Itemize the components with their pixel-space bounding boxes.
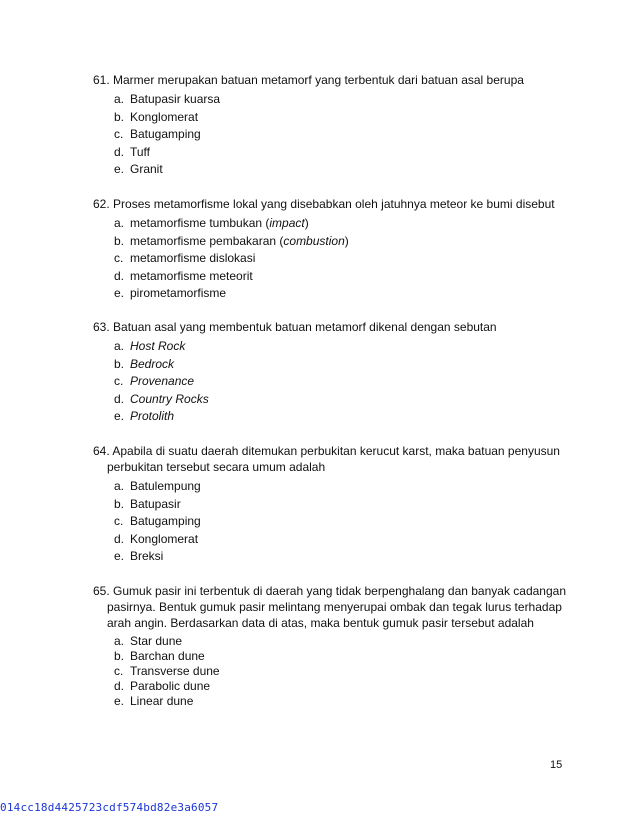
footer-hash: 014cc18d4425723cdf574bd82e3a6057 (0, 801, 219, 814)
option-letter: d. (114, 144, 125, 159)
option-letter: c. (114, 374, 124, 388)
option-letter: a. (114, 216, 125, 230)
question-stem-line: arah angin. Berdasarkan data di atas, maka bentuk gumuk pasir tersebut adalah (107, 616, 534, 630)
option-b (114, 496, 573, 514)
option-letter: e. (114, 549, 125, 563)
option-a (114, 91, 573, 109)
page-number: 15 (550, 759, 563, 771)
option-d (114, 531, 573, 549)
option-e (114, 408, 573, 426)
option-b (114, 356, 573, 374)
option-letter: e. (114, 162, 125, 176)
option-text: Protolith (130, 409, 175, 423)
option-text: Country Rocks (130, 391, 209, 406)
option-text: Host Rock (130, 339, 186, 353)
option-letter: b. (114, 109, 125, 124)
option-d (114, 679, 573, 694)
option-c (114, 664, 573, 679)
option-d (114, 144, 573, 162)
question-stem: 63. Batuan asal yang membentuk batuan metamorf dikenal dengan sebutan (93, 320, 497, 334)
option-letter: a. (114, 92, 125, 106)
option-list (114, 338, 573, 426)
option-text: metamorfisme tumbukan ( (130, 216, 270, 230)
option-b (114, 109, 573, 127)
option-text: Batulempung (130, 479, 201, 493)
option-b (114, 233, 573, 251)
option-b (114, 649, 573, 664)
option-letter: e. (114, 286, 125, 300)
option-text: metamorfisme pembakaran ( (130, 233, 284, 248)
option-list (114, 634, 573, 709)
option-text: Star dune (130, 634, 183, 648)
option-letter: b. (114, 233, 125, 248)
option-a (114, 215, 573, 233)
question-62 (93, 196, 573, 303)
option-list (114, 91, 573, 179)
option-text: Tuff (130, 144, 151, 159)
option-letter: d. (114, 679, 125, 693)
question-stem: 61. Marmer merupakan batuan metamorf yang terbentuk dari batuan asal berupa (93, 73, 524, 87)
option-c (114, 513, 573, 531)
option-text: Bedrock (130, 356, 175, 371)
option-letter: c. (114, 251, 124, 265)
option-text: metamorfisme dislokasi (130, 251, 256, 265)
option-text: Parabolic dune (130, 679, 211, 693)
option-text: Batupasir kuarsa (130, 92, 221, 106)
option-text-after: ) (304, 216, 309, 230)
option-letter: a. (114, 479, 125, 493)
option-text: Batugamping (130, 514, 201, 528)
option-letter: d. (114, 268, 125, 283)
option-e (114, 548, 573, 566)
option-d (114, 268, 573, 286)
question-65 (93, 583, 573, 709)
question-61 (93, 72, 573, 179)
option-letter: c. (114, 127, 124, 141)
question-64 (93, 443, 573, 566)
option-e (114, 694, 573, 709)
option-c (114, 373, 573, 391)
option-text: Breksi (130, 549, 164, 563)
option-text: Linear dune (130, 694, 194, 708)
option-letter: e. (114, 694, 125, 708)
option-e (114, 285, 573, 303)
option-italic-term: impact (269, 216, 305, 230)
option-letter: e. (114, 409, 125, 423)
question-stem-line: 65. Gumuk pasir ini terbentuk di daerah yang tidak berpenghalang dan banyak cadangan (93, 584, 566, 598)
option-text: Konglomerat (130, 531, 199, 546)
option-a (114, 478, 573, 496)
option-text: Transverse dune (130, 664, 220, 678)
option-text: Batupasir (130, 496, 181, 511)
option-text: pirometamorfisme (130, 286, 227, 300)
option-e (114, 161, 573, 179)
option-letter: c. (114, 514, 124, 528)
question-stem-line: pasirnya. Bentuk gumuk pasir melintang menyerupai ombak dan tegak lurus terhadap (107, 600, 562, 614)
option-list (114, 215, 573, 303)
option-c (114, 126, 573, 144)
option-letter: a. (114, 339, 125, 353)
option-text: metamorfisme meteorit (130, 268, 253, 283)
option-letter: d. (114, 391, 125, 406)
option-letter: c. (114, 664, 124, 678)
option-c (114, 250, 573, 268)
question-stem: 62. Proses metamorfisme lokal yang disebabkan oleh jatuhnya meteor ke bumi disebut (93, 197, 555, 211)
question-stem-line: 64. Apabila di suatu daerah ditemukan perbukitan kerucut karst, maka batuan penyusun (93, 444, 560, 458)
question-stem (93, 583, 573, 631)
option-list (114, 478, 573, 566)
question-63 (93, 319, 573, 426)
option-letter: a. (114, 634, 125, 648)
option-a (114, 338, 573, 356)
option-text-after: ) (344, 233, 349, 248)
option-letter: b. (114, 496, 125, 511)
option-letter: d. (114, 531, 125, 546)
option-a (114, 634, 573, 649)
option-letter: b. (114, 649, 125, 663)
option-letter: b. (114, 356, 125, 371)
option-text: Batugamping (130, 127, 201, 141)
option-d (114, 391, 573, 409)
option-italic-term: combustion (283, 233, 345, 248)
option-text: Konglomerat (130, 109, 199, 124)
option-text: Granit (130, 162, 163, 176)
question-stem (93, 443, 573, 475)
option-text: Barchan dune (130, 649, 205, 663)
question-stem-line: perbukitan tersebut secara umum adalah (107, 460, 326, 474)
option-text: Provenance (130, 374, 195, 388)
